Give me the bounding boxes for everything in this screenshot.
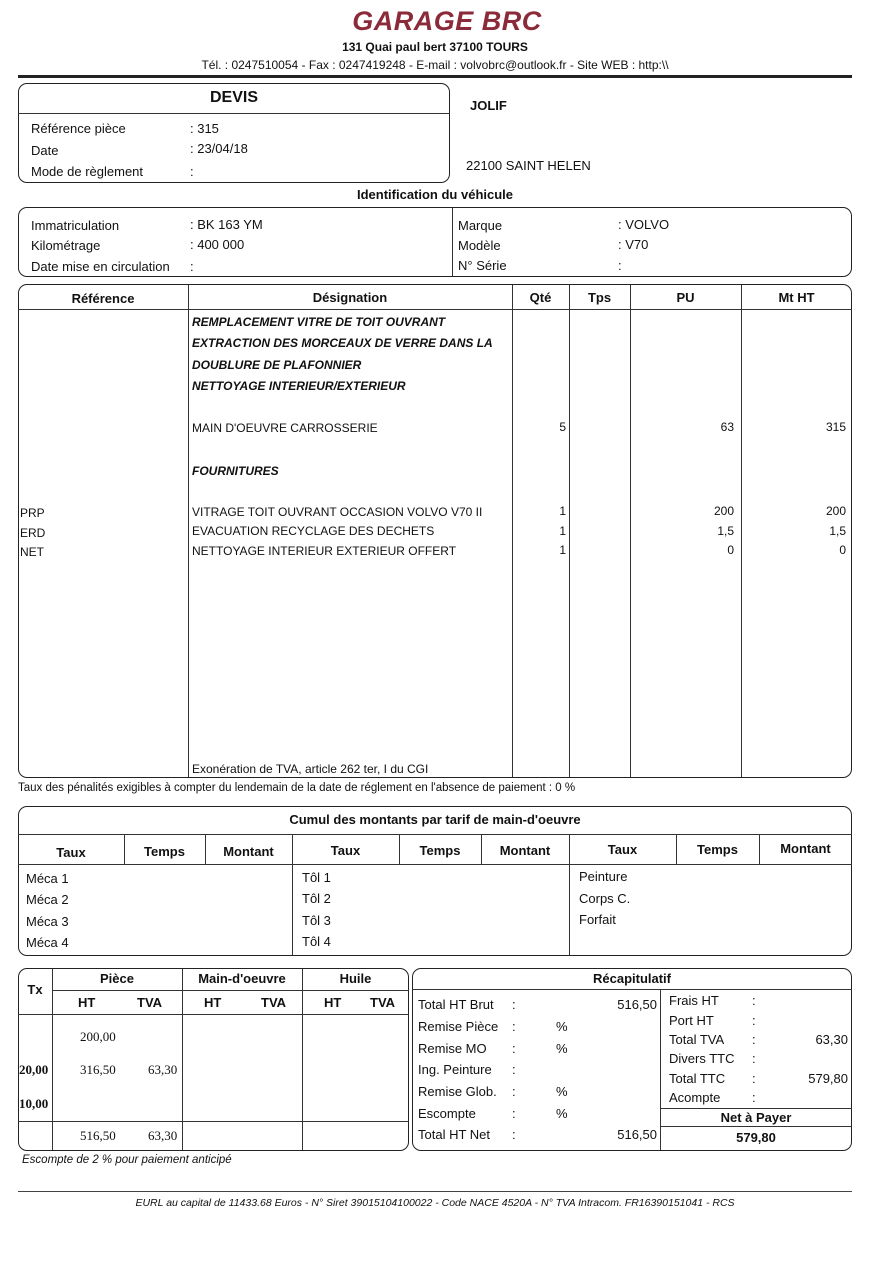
recap-label: Total TVA bbox=[669, 1032, 725, 1047]
tva-total-ht: 516,50 bbox=[80, 1128, 116, 1143]
cumul-col-montant: Montant bbox=[223, 844, 274, 859]
piece-ht-value: 200,00 bbox=[80, 1029, 116, 1044]
recap-label: Total HT Brut bbox=[418, 997, 494, 1012]
fournitures-heading: FOURNITURES bbox=[192, 464, 279, 478]
note-line: NETTOYAGE INTERIEUR/EXTERIEUR bbox=[192, 379, 406, 393]
tva-rate: 10,00 bbox=[19, 1096, 49, 1111]
vehicle-section-title: Identification du véhicule bbox=[356, 187, 514, 202]
col-header-pu: PU bbox=[676, 290, 695, 305]
recap-label: Ing. Peinture bbox=[418, 1062, 492, 1077]
labor-qte: 5 bbox=[559, 420, 566, 434]
company-contact: Tél. : 0247510054 - Fax : 0247419248 - E-mail : volvobrc@outlook.fr - Site WEB : http:\\ bbox=[201, 58, 669, 72]
piece-tva-value: 63,30 bbox=[148, 1062, 178, 1077]
note-line: EXTRACTION DES MORCEAUX DE VERRE DANS LA bbox=[192, 336, 493, 350]
labor-mt: 315 bbox=[825, 420, 846, 434]
row-mt: 1,5 bbox=[829, 524, 846, 538]
tva-sub-tva: TVA bbox=[261, 995, 287, 1010]
recap-sep: : bbox=[512, 1106, 516, 1121]
tva-col-mo: Main-d'oeuvre bbox=[198, 971, 286, 986]
row-pu: 200 bbox=[713, 504, 734, 518]
recap-label: Total HT Net bbox=[418, 1127, 491, 1142]
meca-rate: Méca 4 bbox=[26, 935, 69, 950]
col-header-mt-ht: Mt HT bbox=[778, 290, 815, 305]
recap-label: Remise Pièce bbox=[418, 1019, 499, 1034]
date-value: : 23/04/18 bbox=[190, 141, 248, 156]
recap-value: 516,50 bbox=[617, 1127, 657, 1142]
recap-sep: : bbox=[752, 1032, 756, 1047]
exoneration-note: Exonération de TVA, article 262 ter, I du CGI bbox=[192, 762, 429, 776]
cumul-col-temps: Temps bbox=[144, 844, 185, 859]
recap-sep: : bbox=[752, 1051, 756, 1066]
recap-sep: : bbox=[752, 1013, 756, 1028]
penalty-note: Taux des pénalités exigibles à compter du lendemain de la date de réglement en l'absence de paiement : 0 % bbox=[18, 782, 576, 794]
cumul-col-montant: Montant bbox=[499, 843, 551, 858]
row-mt: 200 bbox=[825, 504, 846, 518]
company-name: GARAGE BRC bbox=[352, 6, 542, 36]
recap-sep: : bbox=[512, 1127, 516, 1142]
marque-label: Marque bbox=[458, 218, 503, 233]
tol-rate: Tôl 2 bbox=[302, 891, 331, 906]
col-header-tps: Tps bbox=[587, 290, 612, 305]
recap-label: Divers TTC bbox=[669, 1051, 735, 1066]
date-circ-label: Date mise en circulation bbox=[31, 259, 170, 274]
recap-sep: : bbox=[752, 993, 756, 1008]
net-value: 579,80 bbox=[736, 1130, 776, 1145]
recap-sep: : bbox=[752, 1071, 756, 1086]
immat-label: Immatriculation bbox=[31, 218, 120, 233]
recap-title: Récapitulatif bbox=[592, 971, 671, 986]
col-header-reference: Référence bbox=[71, 291, 135, 306]
tva-total-tva: 63,30 bbox=[148, 1128, 178, 1143]
recap-value: 579,80 bbox=[808, 1071, 848, 1086]
recap-pct: % bbox=[556, 1041, 568, 1056]
marque-value: : VOLVO bbox=[618, 217, 670, 232]
recap-value: 63,30 bbox=[815, 1032, 848, 1047]
recap-label: Remise Glob. bbox=[418, 1084, 497, 1099]
recap-label: Total TTC bbox=[669, 1071, 726, 1086]
meca-rate: Méca 2 bbox=[26, 892, 69, 907]
row-mt: 0 bbox=[839, 543, 846, 557]
recap-sep: : bbox=[512, 1084, 516, 1099]
col-header-qte: Qté bbox=[529, 290, 552, 305]
tol-rate: Tôl 4 bbox=[302, 934, 331, 949]
row-qte: 1 bbox=[559, 524, 566, 538]
client-name: JOLIF bbox=[470, 98, 507, 113]
row-qte: 1 bbox=[559, 504, 566, 518]
cumul-title: Cumul des montants par tarif de main-d'oeuvre bbox=[289, 812, 581, 827]
recap-sep: : bbox=[512, 997, 516, 1012]
labor-pu: 63 bbox=[720, 420, 734, 434]
serie-label: N° Série bbox=[458, 258, 507, 273]
net-label: Net à Payer bbox=[720, 1110, 792, 1125]
tol-rate: Tôl 3 bbox=[302, 913, 331, 928]
row-pu: 0 bbox=[727, 543, 734, 557]
company-address: 131 Quai paul bert 37100 TOURS bbox=[342, 40, 528, 54]
km-label: Kilométrage bbox=[31, 238, 101, 253]
tva-col-tx: Tx bbox=[27, 982, 43, 997]
recap-label: Remise MO bbox=[418, 1041, 487, 1056]
recap-label: Port HT bbox=[669, 1013, 714, 1028]
footer-legal: EURL au capital de 11433.68 Euros - N° Siret 39015104100022 - Code NACE 4520A - N° TVA Intracom. FR16390151041 - RCS bbox=[135, 1197, 735, 1209]
labor-designation: MAIN D'OEUVRE CARROSSERIE bbox=[192, 421, 378, 435]
meca-rate: Méca 3 bbox=[26, 914, 69, 929]
row-pu: 1,5 bbox=[717, 524, 734, 538]
other-rate: Corps C. bbox=[579, 891, 631, 906]
ref-piece-value: : 315 bbox=[190, 121, 219, 136]
modele-label: Modèle bbox=[458, 238, 501, 253]
cumul-col-montant: Montant bbox=[780, 841, 831, 856]
note-line: REMPLACEMENT VITRE DE TOIT OUVRANT bbox=[192, 315, 446, 329]
tva-sub-ht: HT bbox=[324, 995, 342, 1010]
header-rule bbox=[18, 75, 852, 78]
row-qte: 1 bbox=[559, 543, 566, 557]
col-header-designation: Désignation bbox=[312, 290, 388, 305]
row-ref: NET bbox=[20, 545, 44, 559]
recap-sep: : bbox=[512, 1041, 516, 1056]
immat-value: : BK 163 YM bbox=[190, 217, 263, 232]
client-city: 22100 SAINT HELEN bbox=[466, 158, 591, 173]
recap-pct: % bbox=[556, 1106, 568, 1121]
payment-mode-value: : bbox=[190, 164, 194, 179]
piece-ht-value: 316,50 bbox=[80, 1062, 116, 1077]
recap-sep: : bbox=[752, 1090, 756, 1105]
cumul-col-taux: Taux bbox=[56, 845, 86, 860]
recap-label: Frais HT bbox=[669, 993, 719, 1008]
row-ref: PRP bbox=[20, 506, 45, 520]
payment-mode-label: Mode de règlement bbox=[31, 164, 144, 179]
date-circ-value: : bbox=[190, 259, 194, 274]
date-label: Date bbox=[31, 143, 59, 158]
row-designation: NETTOYAGE INTERIEUR EXTERIEUR OFFERT bbox=[192, 544, 457, 558]
recap-sep: : bbox=[512, 1019, 516, 1034]
tva-sub-ht: HT bbox=[204, 995, 222, 1010]
footer-rule bbox=[18, 1191, 852, 1192]
cumul-box bbox=[18, 806, 852, 956]
ref-piece-label: Référence pièce bbox=[31, 121, 126, 136]
km-value: : 400 000 bbox=[190, 237, 245, 252]
other-rate: Peinture bbox=[579, 869, 628, 884]
modele-value: : V70 bbox=[618, 237, 649, 252]
recap-sep: : bbox=[512, 1062, 516, 1077]
cumul-col-temps: Temps bbox=[419, 843, 461, 858]
cumul-col-temps: Temps bbox=[697, 842, 738, 857]
tva-col-huile: Huile bbox=[339, 971, 372, 986]
tva-col-piece: Pièce bbox=[100, 971, 134, 986]
escompte-note: Escompte de 2 % pour paiement anticipé bbox=[22, 1154, 232, 1166]
tva-rate: 20,00 bbox=[19, 1062, 49, 1077]
cumul-col-taux: Taux bbox=[607, 842, 638, 857]
other-rate: Forfait bbox=[579, 912, 616, 927]
tva-sub-tva: TVA bbox=[370, 995, 396, 1010]
tva-sub-ht: HT bbox=[78, 995, 96, 1010]
recap-pct: % bbox=[556, 1019, 568, 1034]
note-line: DOUBLURE DE PLAFONNIER bbox=[192, 358, 362, 372]
meca-rate: Méca 1 bbox=[26, 871, 69, 886]
recap-value: 516,50 bbox=[617, 997, 657, 1012]
cumul-col-taux: Taux bbox=[330, 843, 361, 858]
serie-value: : bbox=[618, 258, 622, 273]
devis-title: DEVIS bbox=[209, 89, 258, 106]
tva-sub-tva: TVA bbox=[137, 995, 163, 1010]
recap-pct: % bbox=[556, 1084, 568, 1099]
recap-label: Acompte bbox=[669, 1090, 721, 1105]
row-ref: ERD bbox=[20, 526, 46, 540]
row-designation: VITRAGE TOIT OUVRANT OCCASION VOLVO V70 II bbox=[192, 505, 483, 519]
recap-label: Escompte bbox=[418, 1106, 476, 1121]
tol-rate: Tôl 1 bbox=[302, 870, 331, 885]
row-designation: EVACUATION RECYCLAGE DES DECHETS bbox=[192, 524, 435, 538]
